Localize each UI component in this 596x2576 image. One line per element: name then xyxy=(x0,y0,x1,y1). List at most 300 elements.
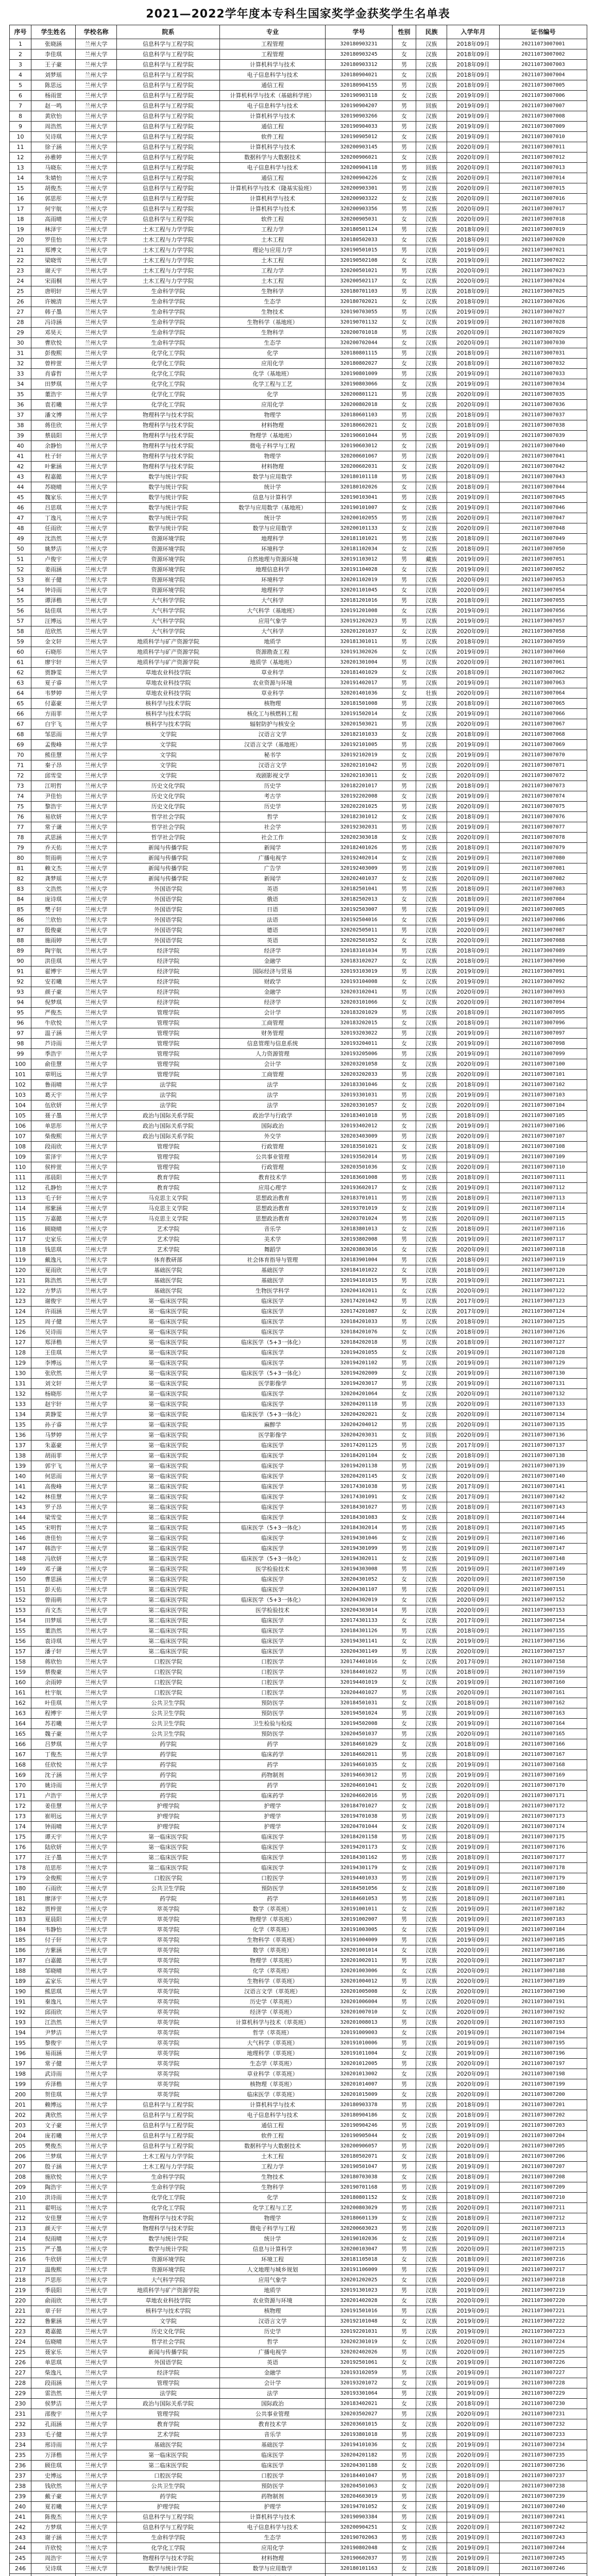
cell-student-id: 320180502071 xyxy=(326,2151,393,2162)
cell-school xyxy=(76,2574,117,2576)
cell-certificate: 20211073007192 xyxy=(500,2007,587,2018)
cell-certificate: 20211073007011 xyxy=(500,142,587,152)
cell-student-id: 320180801115 xyxy=(326,348,393,359)
cell-index: 31 xyxy=(10,348,31,359)
cell-certificate: 20211073007054 xyxy=(500,585,587,596)
cell-enrollment: 2018年09月 xyxy=(447,1080,500,1090)
cell-gender: 女 xyxy=(393,2481,416,2492)
cell-gender: 男 xyxy=(393,2100,416,2110)
table-row xyxy=(10,812,587,822)
cell-index: 116 xyxy=(10,1224,31,1234)
cell-major: 材料物理 xyxy=(220,462,326,472)
cell-ethnicity: 汉族 xyxy=(416,1337,447,1348)
cell-certificate: 20211073007125 xyxy=(500,1317,587,1327)
cell-major: 计算机科学与技术 xyxy=(220,2100,326,2110)
cell-gender: 女 xyxy=(393,1224,416,1234)
cell-ethnicity: 汉族 xyxy=(416,2378,447,2388)
cell-school: 兰州大学 xyxy=(76,967,117,977)
cell-enrollment: 2018年09月 xyxy=(447,1667,500,1677)
cell-gender: 女 xyxy=(393,812,416,822)
cell-enrollment: 2020年09月 xyxy=(447,874,500,884)
cell-school: 兰州大学 xyxy=(76,2564,117,2574)
cell-index: 8 xyxy=(10,111,31,122)
cell-major: 工程力学 xyxy=(220,2162,326,2172)
cell-student-id: 320184301162 xyxy=(326,1853,393,1863)
table-row xyxy=(10,379,587,389)
cell-major: 数据科学与大数据技术 xyxy=(220,2141,326,2151)
cell-name: 贾梓萱 xyxy=(31,1904,76,1914)
cell-gender: 男 xyxy=(393,1894,416,1904)
cell-index: 41 xyxy=(10,451,31,462)
cell-certificate: 20211073007055 xyxy=(500,596,587,606)
cell-ethnicity: 汉族 xyxy=(416,1956,447,1966)
cell-enrollment: 2018年09月 xyxy=(447,1698,500,1708)
cell-major: 地质学（基地班） xyxy=(220,657,326,668)
cell-name xyxy=(31,2574,76,2576)
cell-certificate: 20211073007242 xyxy=(500,2522,587,2533)
cell-certificate: 20211073007087 xyxy=(500,925,587,936)
cell-ethnicity: 汉族 xyxy=(416,111,447,122)
cell-major: 计算机科学与技术 xyxy=(220,60,326,70)
cell-student-id: 320204603019 xyxy=(326,2492,393,2502)
cell-student-id: 320181201016 xyxy=(326,596,393,606)
cell-major: 哲学（萃英班） xyxy=(220,2028,326,2038)
cell-student-id: 320190904207 xyxy=(326,101,393,111)
cell-department: 经济学院 xyxy=(117,987,220,997)
cell-major: 软件工程 xyxy=(220,2131,326,2141)
cell-name: 姚梦洁 xyxy=(31,544,76,554)
cell-department: 第一临床医学院 xyxy=(117,1471,220,1482)
cell-student-id: 320184301126 xyxy=(326,1626,393,1636)
cell-ethnicity: 汉族 xyxy=(416,1471,447,1482)
cell-student-id: 320194101036 xyxy=(326,2440,393,2450)
cell-name: 侯梦洁 xyxy=(31,2399,76,2409)
cell-department: 物理科学与技术学院 xyxy=(117,2553,220,2564)
cell-department: 第一临床医学院 xyxy=(117,1410,220,1420)
cell-enrollment: 2019年09月 xyxy=(447,853,500,863)
cell-certificate: 20211073007215 xyxy=(500,2244,587,2255)
cell-student-id: 320174301091 xyxy=(326,1492,393,1502)
cell-certificate: 20211073007211 xyxy=(500,2203,587,2213)
cell-name: 尹梦洁 xyxy=(31,2028,76,2038)
cell-enrollment: 2020年09月 xyxy=(447,1976,500,1987)
cell-name: 孙子睿 xyxy=(31,1420,76,1430)
cell-ethnicity: 汉族 xyxy=(416,750,447,760)
cell-index: 1 xyxy=(10,39,31,49)
cell-index: 52 xyxy=(10,565,31,575)
cell-index: 127 xyxy=(10,1337,31,1348)
cell-ethnicity: 汉族 xyxy=(416,1873,447,1884)
cell-certificate: 20211073007102 xyxy=(500,1080,587,1090)
cell-school: 兰州大学 xyxy=(76,822,117,833)
cell-ethnicity: 汉族 xyxy=(416,936,447,946)
cell-gender: 女 xyxy=(393,1863,416,1873)
cell-student-id: 320184602011 xyxy=(326,1750,393,1760)
cell-department: 口腔医学院 xyxy=(117,1667,220,1677)
cell-student-id: 320182301012 xyxy=(326,812,393,822)
table-row xyxy=(10,1399,587,1410)
cell-department: 艺术学院 xyxy=(117,1224,220,1234)
cell-department: 信息科学与工程学院 xyxy=(117,2100,220,2110)
cell-department: 管理学院 xyxy=(117,1142,220,1152)
table-row xyxy=(10,791,587,802)
table-row xyxy=(10,462,587,472)
cell-certificate: 20211073007052 xyxy=(500,565,587,575)
cell-name: 乔天佑 xyxy=(31,843,76,853)
cell-index: 222 xyxy=(10,2316,31,2327)
cell-student-id: 320190905044 xyxy=(326,2131,393,2141)
cell-ethnicity: 汉族 xyxy=(416,2244,447,2255)
cell-certificate: 20211073007029 xyxy=(500,328,587,338)
cell-student-id: 320201012005 xyxy=(326,2059,393,2069)
cell-gender: 女 xyxy=(393,1513,416,1523)
cell-gender: 女 xyxy=(393,2316,416,2327)
cell-department: 数学与统计学院 xyxy=(117,472,220,482)
cell-index: 96 xyxy=(10,1018,31,1028)
cell-major: 新闻学 xyxy=(220,843,326,853)
table-row xyxy=(10,2430,587,2440)
cell-gender: 男 xyxy=(393,1131,416,1142)
cell-gender: 男 xyxy=(393,1832,416,1842)
cell-name: 叶紫涵 xyxy=(31,462,76,472)
cell-school: 兰州大学 xyxy=(76,719,117,730)
table-row xyxy=(10,781,587,791)
table-row xyxy=(10,1719,587,1729)
cell-enrollment: 2019年09月 xyxy=(447,1204,500,1214)
cell-name: 谢子涵 xyxy=(31,2533,76,2543)
cell-enrollment: 2020年09月 xyxy=(447,163,500,173)
cell-name: 夏雨欣 xyxy=(31,1265,76,1276)
cell-gender: 男 xyxy=(393,2141,416,2151)
cell-student-id: 320191004009 xyxy=(326,1935,393,1945)
cell-name: 曹思涵 xyxy=(31,1574,76,1585)
cell-name: 万嘉懿 xyxy=(31,1214,76,1224)
cell-student-id: 320200903322 xyxy=(326,194,393,204)
cell-index: 224 xyxy=(10,2337,31,2347)
cell-major: 临床医学 xyxy=(220,1461,326,1471)
cell-enrollment: 2018年09月 xyxy=(447,286,500,297)
cell-enrollment: 2018年09月 xyxy=(447,2100,500,2110)
cell-student-id: 320183501021 xyxy=(326,1142,393,1152)
cell-school: 兰州大学 xyxy=(76,1729,117,1739)
cell-certificate: 20211073007041 xyxy=(500,451,587,462)
cell-gender: 男 xyxy=(393,1214,416,1224)
cell-name: 吕思琪 xyxy=(31,503,76,513)
cell-index: 100 xyxy=(10,1059,31,1070)
cell-department: 萃英学院 xyxy=(117,2018,220,2028)
cell-certificate: 20211073007143 xyxy=(500,1502,587,1513)
cell-index: 169 xyxy=(10,1770,31,1781)
cell-certificate: 20211073007049 xyxy=(500,534,587,544)
table-row xyxy=(10,2234,587,2244)
cell-enrollment: 2018年09月 xyxy=(447,1894,500,1904)
cell-major: 临床医学 xyxy=(220,1853,326,1863)
cell-student-id: 320182502013 xyxy=(326,894,393,905)
cell-index: 155 xyxy=(10,1626,31,1636)
cell-gender: 男 xyxy=(393,760,416,771)
cell-enrollment: 2020年09月 xyxy=(447,338,500,348)
table-row xyxy=(10,389,587,400)
cell-major: 临床药学 xyxy=(220,1791,326,1801)
cell-certificate: 20211073007112 xyxy=(500,1183,587,1193)
cell-major: 电子信息科学与技术 xyxy=(220,2110,326,2121)
cell-student-id: 320204701044 xyxy=(326,1822,393,1832)
cell-ethnicity: 汉族 xyxy=(416,1008,447,1018)
cell-ethnicity: 汉族 xyxy=(416,2038,447,2048)
cell-ethnicity: 汉族 xyxy=(416,1440,447,1451)
cell-ethnicity: 汉族 xyxy=(416,1121,447,1131)
cell-name: 赵宇轩 xyxy=(31,1399,76,1410)
cell-student-id: 320202501052 xyxy=(326,936,393,946)
table-row xyxy=(10,60,587,70)
cell-certificate: 20211073007128 xyxy=(500,1348,587,1358)
table-header xyxy=(10,25,587,39)
cell-certificate: 20211073007047 xyxy=(500,513,587,523)
cell-index: 174 xyxy=(10,1822,31,1832)
table-row xyxy=(10,1853,587,1863)
cell-major: 信息与计算科学 xyxy=(220,2244,326,2255)
cell-gender: 女 xyxy=(393,297,416,307)
cell-index xyxy=(10,2574,31,2576)
cell-ethnicity: 汉族 xyxy=(416,2430,447,2440)
cell-ethnicity: 汉族 xyxy=(416,1214,447,1224)
cell-index: 184 xyxy=(10,1925,31,1935)
table-row xyxy=(10,1245,587,1255)
cell-major: 电子信息科学与技术 xyxy=(220,70,326,80)
cell-ethnicity: 汉族 xyxy=(416,915,447,925)
cell-name: 钱欣然 xyxy=(31,2481,76,2492)
cell-school: 兰州大学 xyxy=(76,894,117,905)
cell-index: 200 xyxy=(10,2090,31,2100)
table-row xyxy=(10,554,587,565)
table-row xyxy=(10,894,587,905)
cell-major: 人力资源管理 xyxy=(220,1049,326,1059)
cell-gender: 男 xyxy=(393,410,416,420)
cell-certificate: 20211073007141 xyxy=(500,1482,587,1492)
cell-index: 219 xyxy=(10,2285,31,2296)
cell-certificate: 20211073007233 xyxy=(500,2430,587,2440)
cell-ethnicity: 汉族 xyxy=(416,1719,447,1729)
cell-index: 189 xyxy=(10,1976,31,1987)
cell-major: 临床医学（萃英班） xyxy=(220,2090,326,2100)
cell-certificate: 20211073007046 xyxy=(500,503,587,513)
cell-name: 郑博文 xyxy=(31,245,76,256)
cell-enrollment: 2020年09月 xyxy=(447,276,500,286)
cell-student-id: 320193402012 xyxy=(326,1121,393,1131)
cell-gender: 男 xyxy=(393,699,416,709)
cell-index: 58 xyxy=(10,626,31,637)
table-row xyxy=(10,1842,587,1853)
cell-index: 113 xyxy=(10,1193,31,1204)
cell-index: 103 xyxy=(10,1090,31,1100)
cell-department: 化学化工学院 xyxy=(117,359,220,369)
cell-major: 环境工程 xyxy=(220,2255,326,2265)
cell-student-id: 320202101042 xyxy=(326,760,393,771)
cell-enrollment: 2019年09月 xyxy=(447,1049,500,1059)
cell-gender: 女 xyxy=(393,2131,416,2141)
cell-certificate: 20211073007235 xyxy=(500,2450,587,2461)
cell-name: 陈俊杰 xyxy=(31,2512,76,2522)
cell-school: 兰州大学 xyxy=(76,400,117,410)
table-row xyxy=(10,1616,587,1626)
cell-name: 梁晓雪 xyxy=(31,256,76,266)
cell-certificate: 20211073007213 xyxy=(500,2224,587,2234)
cell-department: 马克思主义学院 xyxy=(117,1214,220,1224)
cell-department: 生命科学学院 xyxy=(117,338,220,348)
cell-gender: 女 xyxy=(393,523,416,534)
cell-index: 22 xyxy=(10,256,31,266)
cell-department: 核科学与技术学院 xyxy=(117,2306,220,2316)
cell-department: 第一临床医学院 xyxy=(117,1420,220,1430)
cell-major: 辐射防护与核安全 xyxy=(220,719,326,730)
cell-major: 理论与应用力学 xyxy=(220,245,326,256)
cell-enrollment: 2020年09月 xyxy=(447,1245,500,1255)
cell-gender: 女 xyxy=(393,2399,416,2409)
table-row xyxy=(10,1204,587,1214)
cell-major: 哲学 xyxy=(220,2337,326,2347)
cell-index: 60 xyxy=(10,647,31,657)
cell-enrollment: 2020年09月 xyxy=(447,1688,500,1698)
cell-student-id: 320184501056 xyxy=(326,1884,393,1894)
cell-school: 兰州大学 xyxy=(76,49,117,60)
cell-school: 兰州大学 xyxy=(76,1626,117,1636)
cell-department: 信息科学与工程学院 xyxy=(117,173,220,183)
cell-student-id: 320201004012 xyxy=(326,1976,393,1987)
cell-department: 土木工程与力学学院 xyxy=(117,225,220,235)
cell-gender: 女 xyxy=(393,1574,416,1585)
cell-name: 苏若曦 xyxy=(31,1719,76,1729)
cell-school: 兰州大学 xyxy=(76,637,117,647)
cell-gender: 男 xyxy=(393,163,416,173)
cell-ethnicity: 汉族 xyxy=(416,1183,447,1193)
cell-major: 化学（萃英班） xyxy=(220,1925,326,1935)
cell-department: 第二临床医学院 xyxy=(117,1853,220,1863)
cell-major: 通信工程 xyxy=(220,2121,326,2131)
cell-major: 社会学 xyxy=(220,822,326,833)
cell-major: 生态学 xyxy=(220,297,326,307)
cell-enrollment: 2020年09月 xyxy=(447,1945,500,1956)
cell-gender: 女 xyxy=(393,49,416,60)
table-row xyxy=(10,214,587,225)
cell-gender: 女 xyxy=(393,1080,416,1090)
cell-student-id: 320183901004 xyxy=(326,1255,393,1265)
cell-major: 临床医学 xyxy=(220,1533,326,1544)
cell-index: 64 xyxy=(10,688,31,699)
cell-enrollment: 2020年09月 xyxy=(447,2141,500,2151)
cell-major: 计算机科学与技术（隆基实验班） xyxy=(220,183,326,194)
cell-major: 计算机科学与技术 xyxy=(220,194,326,204)
cell-index: 246 xyxy=(10,2564,31,2574)
cell-school: 兰州大学 xyxy=(76,1935,117,1945)
cell-ethnicity: 汉族 xyxy=(416,1368,447,1379)
table-row xyxy=(10,1832,587,1842)
cell-school: 兰州大学 xyxy=(76,462,117,472)
cell-index: 35 xyxy=(10,389,31,400)
cell-school: 兰州大学 xyxy=(76,204,117,214)
cell-department: 信息科学与工程学院 xyxy=(117,2512,220,2522)
cell-gender: 女 xyxy=(393,2337,416,2347)
cell-ethnicity: 汉族 xyxy=(416,1595,447,1605)
cell-ethnicity: 汉族 xyxy=(416,977,447,987)
cell-gender: 男 xyxy=(393,2079,416,2090)
cell-student-id: 320200601067 xyxy=(326,451,393,462)
table-row xyxy=(10,225,587,235)
cell-gender: 男 xyxy=(393,1420,416,1430)
cell-department: 生命科学学院 xyxy=(117,307,220,317)
cell-index: 193 xyxy=(10,2018,31,2028)
cell-major: 临床医学 xyxy=(220,1502,326,1513)
cell-ethnicity: 汉族 xyxy=(416,523,447,534)
cell-enrollment: 2018年09月 xyxy=(447,730,500,740)
cell-gender: 男 xyxy=(393,2533,416,2543)
cell-index: 94 xyxy=(10,997,31,1008)
cell-ethnicity: 汉族 xyxy=(416,1255,447,1265)
cell-name: 余雨婷 xyxy=(31,1677,76,1688)
cell-gender: 男 xyxy=(393,1564,416,1574)
cell-department: 萃英学院 xyxy=(117,2090,220,2100)
cell-school: 兰州大学 xyxy=(76,91,117,101)
cell-gender: 女 xyxy=(393,359,416,369)
cell-enrollment: 2019年09月 xyxy=(447,2358,500,2368)
cell-department: 公共卫生学院 xyxy=(117,1698,220,1708)
cell-certificate: 20211073007105 xyxy=(500,1111,587,1121)
cell-student-id: 320193104008 xyxy=(326,977,393,987)
cell-school: 兰州大学 xyxy=(76,987,117,997)
cell-major: 计算机科学与技术 xyxy=(220,142,326,152)
table-row xyxy=(10,2255,587,2265)
cell-enrollment: 2020年09月 xyxy=(447,1430,500,1440)
cell-index: 146 xyxy=(10,1533,31,1544)
cell-department: 教育学院 xyxy=(117,1183,220,1193)
cell-ethnicity: 汉族 xyxy=(416,1090,447,1100)
cell-enrollment: 2018年09月 xyxy=(447,884,500,894)
cell-student-id: 320180903378 xyxy=(326,2100,393,2110)
cell-ethnicity: 汉族 xyxy=(416,1410,447,1420)
cell-certificate: 20211073007204 xyxy=(500,2131,587,2141)
cell-department: 第二临床医学院 xyxy=(117,1544,220,1554)
cell-index: 143 xyxy=(10,1502,31,1513)
cell-certificate: 20211073007151 xyxy=(500,1585,587,1595)
cell-student-id: 320174201087 xyxy=(326,1307,393,1317)
cell-gender: 男 xyxy=(393,1997,416,2007)
cell-name: 任欣悦 xyxy=(31,1760,76,1770)
cell-major: 计算机科学与技术（萃英班） xyxy=(220,2018,326,2028)
cell-student-id: 320201006004 xyxy=(326,1997,393,2007)
cell-certificate: 20211073007198 xyxy=(500,2069,587,2079)
cell-major: 医学检验技术 xyxy=(220,1605,326,1616)
cell-student-id: 320194202009 xyxy=(326,1368,393,1379)
cell-school: 兰州大学 xyxy=(76,853,117,863)
cell-gender: 女 xyxy=(393,1781,416,1791)
cell-gender: 男 xyxy=(393,1317,416,1327)
cell-student-id: 320200602031 xyxy=(326,462,393,472)
cell-ethnicity: 汉族 xyxy=(416,204,447,214)
cell-major: 临床医学 xyxy=(220,1348,326,1358)
cell-school: 兰州大学 xyxy=(76,225,117,235)
table-row xyxy=(10,1688,587,1698)
cell-index: 167 xyxy=(10,1750,31,1760)
cell-gender: 男 xyxy=(393,2038,416,2048)
cell-enrollment: 2019年09月 xyxy=(447,678,500,688)
cell-school: 兰州大学 xyxy=(76,1554,117,1564)
cell-school: 兰州大学 xyxy=(76,1574,117,1585)
cell-enrollment: 2018年09月 xyxy=(447,2172,500,2182)
cell-ethnicity: 汉族 xyxy=(416,225,447,235)
cell-certificate: 20211073007085 xyxy=(500,905,587,915)
cell-major: 口腔医学 xyxy=(220,1667,326,1677)
cell-index: 63 xyxy=(10,678,31,688)
cell-enrollment: 2019年09月 xyxy=(447,1770,500,1781)
